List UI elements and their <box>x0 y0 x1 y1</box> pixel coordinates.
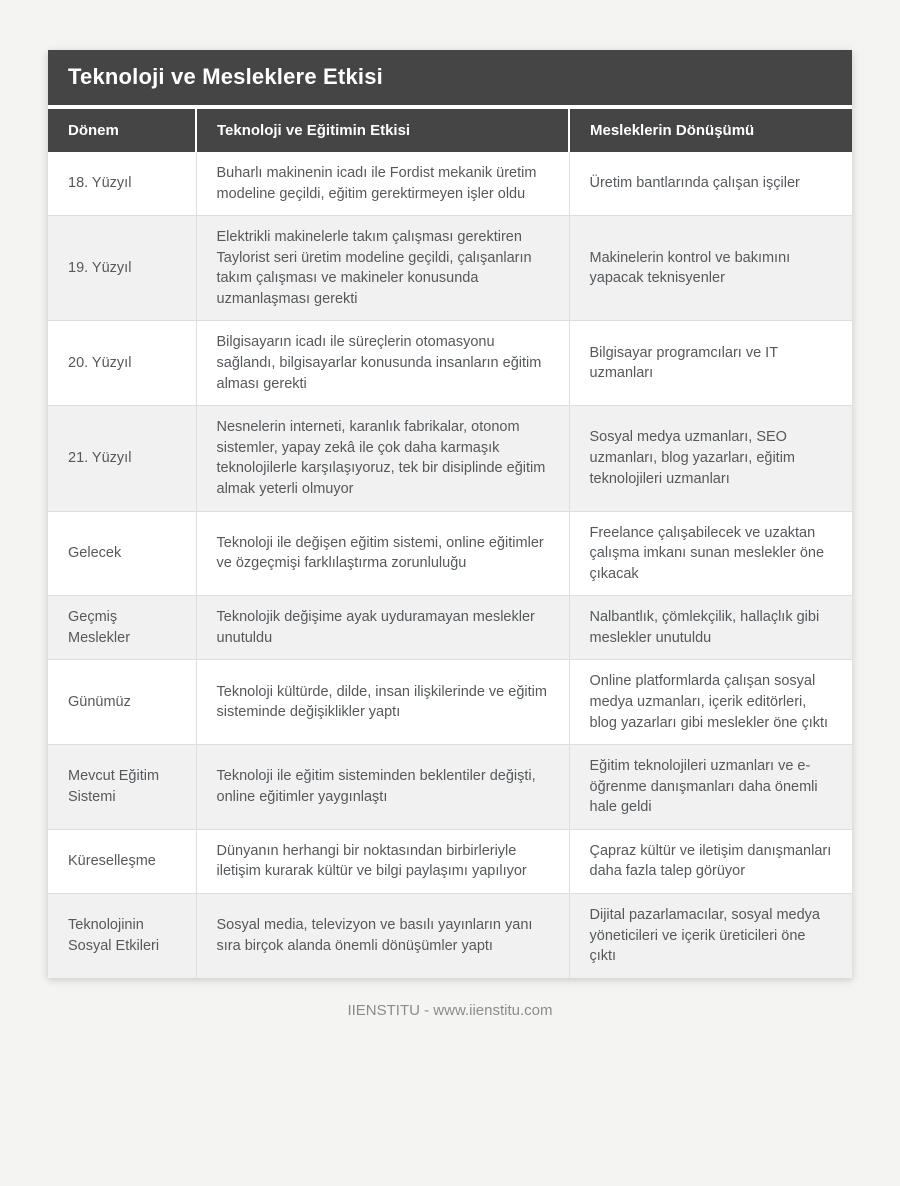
period-cell: Gelecek <box>48 511 196 596</box>
transformation-cell: Çapraz kültür ve iletişim danışmanları daha fazla talep görüyor <box>569 829 852 893</box>
table-row <box>48 596 852 660</box>
period-cell: 20. Yüzyıl <box>48 321 196 406</box>
effect-cell: Buharlı makinenin icadı ile Fordist mekanik üretim modeline geçildi, eğitim gerektirmeyen işler oldu <box>196 152 569 216</box>
table-row <box>48 894 852 978</box>
column-header-transformation: Mesleklerin Dönüşümü <box>569 109 852 152</box>
period-cell: Mevcut Eğitim Sistemi <box>48 745 196 830</box>
transformation-cell: Freelance çalışabilecek ve uzaktan çalışma imkanı sunan meslekler öne çıkacak <box>569 511 852 596</box>
effect-cell: Dünyanın herhangi bir noktasından birbirleriyle iletişim kurarak kültür ve bilgi paylaşımı yapılıyor <box>196 829 569 893</box>
table-header <box>48 109 852 152</box>
transformation-cell: Sosyal medya uzmanları, SEO uzmanları, blog yazarları, eğitim teknolojileri uzmanları <box>569 406 852 511</box>
effect-cell: Teknoloji kültürde, dilde, insan ilişkilerinde ve eğitim sisteminde değişiklikler yaptı <box>196 660 569 745</box>
transformation-cell: Online platformlarda çalışan sosyal medya uzmanları, içerik editörleri, blog yazarları gibi meslekler öne çıktı <box>569 660 852 745</box>
table-row <box>48 511 852 596</box>
period-cell: 19. Yüzyıl <box>48 216 196 321</box>
table-row <box>48 406 852 511</box>
content-card <box>48 50 852 978</box>
table-row <box>48 745 852 830</box>
transformation-cell: Üretim bantlarında çalışan işçiler <box>569 152 852 216</box>
period-cell: Küreselleşme <box>48 829 196 893</box>
effect-cell: Sosyal media, televizyon ve basılı yayınların yanı sıra birçok alanda önemli dönüşümler yaptı <box>196 894 569 978</box>
effect-cell: Elektrikli makinelerle takım çalışması gerektiren Taylorist seri üretim modeline geçildi, çalışanların takım çalışması ve makineler konusunda uzmanlaşması gerekti <box>196 216 569 321</box>
transformation-cell: Bilgisayar programcıları ve IT uzmanları <box>569 321 852 406</box>
table-row <box>48 216 852 321</box>
effect-cell: Teknolojik değişime ayak uyduramayan meslekler unutuldu <box>196 596 569 660</box>
period-cell: Geçmiş Meslekler <box>48 596 196 660</box>
impact-table <box>48 109 852 978</box>
period-cell: 21. Yüzyıl <box>48 406 196 511</box>
effect-cell: Teknoloji ile eğitim sisteminden beklentiler değişti, online eğitimler yaygınlaştı <box>196 745 569 830</box>
table-body <box>48 152 852 978</box>
period-cell: Günümüz <box>48 660 196 745</box>
period-cell: 18. Yüzyıl <box>48 152 196 216</box>
transformation-cell: Nalbantlık, çömlekçilik, hallaçlık gibi meslekler unutuldu <box>569 596 852 660</box>
table-row <box>48 152 852 216</box>
period-cell: Teknolojinin Sosyal Etkileri <box>48 894 196 978</box>
effect-cell: Bilgisayarın icadı ile süreçlerin otomasyonu sağlandı, bilgisayarlar konusunda insanların eğitim alması gerekti <box>196 321 569 406</box>
table-row <box>48 321 852 406</box>
table-row <box>48 829 852 893</box>
transformation-cell: Dijital pazarlamacılar, sosyal medya yöneticileri ve içerik üreticileri öne çıktı <box>569 894 852 978</box>
column-header-period: Dönem <box>48 109 196 152</box>
effect-cell: Teknoloji ile değişen eğitim sistemi, online eğitimler ve özgeçmişi farklılaştırma zorunluluğu <box>196 511 569 596</box>
column-header-effect: Teknoloji ve Eğitimin Etkisi <box>196 109 569 152</box>
effect-cell: Nesnelerin interneti, karanlık fabrikalar, otonom sistemler, yapay zekâ ile çok daha karmaşık teknolojilerle karşılaşıyoruz, tek bir disiplinde eğitim almak yeterli olmuyor <box>196 406 569 511</box>
header-row <box>48 109 852 152</box>
table-row <box>48 660 852 745</box>
page-title: Teknoloji ve Mesleklere Etkisi <box>48 50 852 105</box>
transformation-cell: Makinelerin kontrol ve bakımını yapacak teknisyenler <box>569 216 852 321</box>
transformation-cell: Eğitim teknolojileri uzmanları ve e-öğrenme danışmanları daha önemli hale geldi <box>569 745 852 830</box>
footer-branding: IIENSTITU - www.iienstitu.com <box>347 1001 553 1019</box>
